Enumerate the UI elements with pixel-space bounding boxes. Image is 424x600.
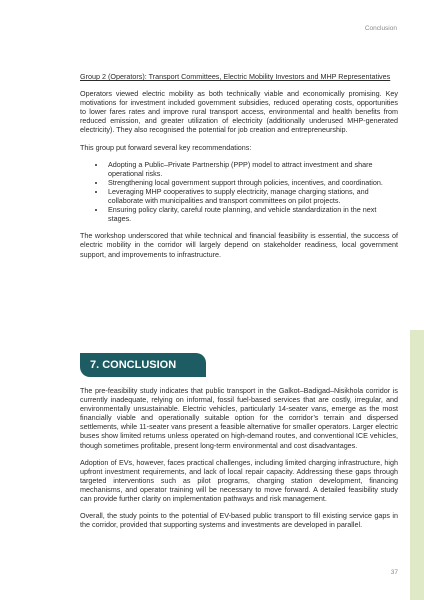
conclusion-paragraph-2: Adoption of EVs, however, faces practical challenges, including limited charging infrastructure, high upfront investment requirements, and lack of local repair capacity. Addressing these gaps through targeted interventions such as pilot programs, charging station development, financing mechanisms, and operator training will be necessary to move forward. A detailed feasibility study can provide further clarity on implementation pathways and risk management. (80, 457, 398, 504)
conclusion-paragraph-3: Overall, the study points to the potential of EV-based public transport to fill existing service gaps in the corridor, provided that supporting systems and investments are developed in parallel. (80, 511, 398, 530)
recommendations-list (80, 160, 398, 224)
page-number: 37 (390, 569, 398, 576)
conclusion-paragraph-1: The pre-feasibility study indicates that public transport in the Galkot–Badigad–Nisikhola corridor is currently inadequate, relying on informal, fossil fuel-based services that are costly, irregular, and environmentally unsustainable. Electric vehicles, particularly 14-seater vans, emerge as the most financially viable and operationally suitable option for the corridor’s terrain and dispersed settlements, while 11-seater vans present a feasible alternative for smaller operators. Larger electric buses show limited returns unless operated on high-demand routes, and conventional ICE vehicles, though sometimes profitable, present long-term environmental and cost disadvantages. (80, 386, 398, 450)
group2-paragraph-3: The workshop underscored that while technical and financial feasibility is essential, the success of electric mobility in the corridor will largely depend on stakeholder readiness, local government support, and improvements to infrastructure. (80, 231, 398, 259)
group2-paragraph-1: Operators viewed electric mobility as both technically viable and economically promising. Key motivations for investment included government subsidies, reduced operating costs, opportunities to lower fares rates and improve rural transport access, environmental and health benefits from reduced emission, and greater utilization of electricity (additionally underused MHP-generated electricity). They also recognised the potential for job creation and entrepreneurship. (80, 89, 398, 135)
conclusion-section (80, 386, 398, 537)
group2-paragraph-2: This group put forward several key recommendations: (80, 142, 252, 152)
running-header: Conclusion (364, 25, 397, 32)
list-item: • Leveraging MHP cooperatives to supply electricity, manage charging stations, and collaborate with municipalities and transport committees on pilot projects. (106, 187, 398, 205)
group2-section (80, 72, 398, 267)
list-item: • Strengthening local government support through policies, incentives, and coordination. (106, 178, 398, 187)
list-item: • Ensuring policy clarity, careful route planning, and vehicle standardization in the next stages. (106, 205, 398, 223)
conclusion-title: 7. CONCLUSION (90, 359, 177, 371)
list-item: • Adopting a Public–Private Partnership (PPP) model to attract investment and share operational risks. (106, 160, 398, 178)
group2-heading: Group 2 (Operators): Transport Committees, Electric Mobility Investors and MHP Representatives (80, 72, 391, 81)
conclusion-heading-banner (80, 353, 206, 377)
side-tab (410, 330, 424, 600)
